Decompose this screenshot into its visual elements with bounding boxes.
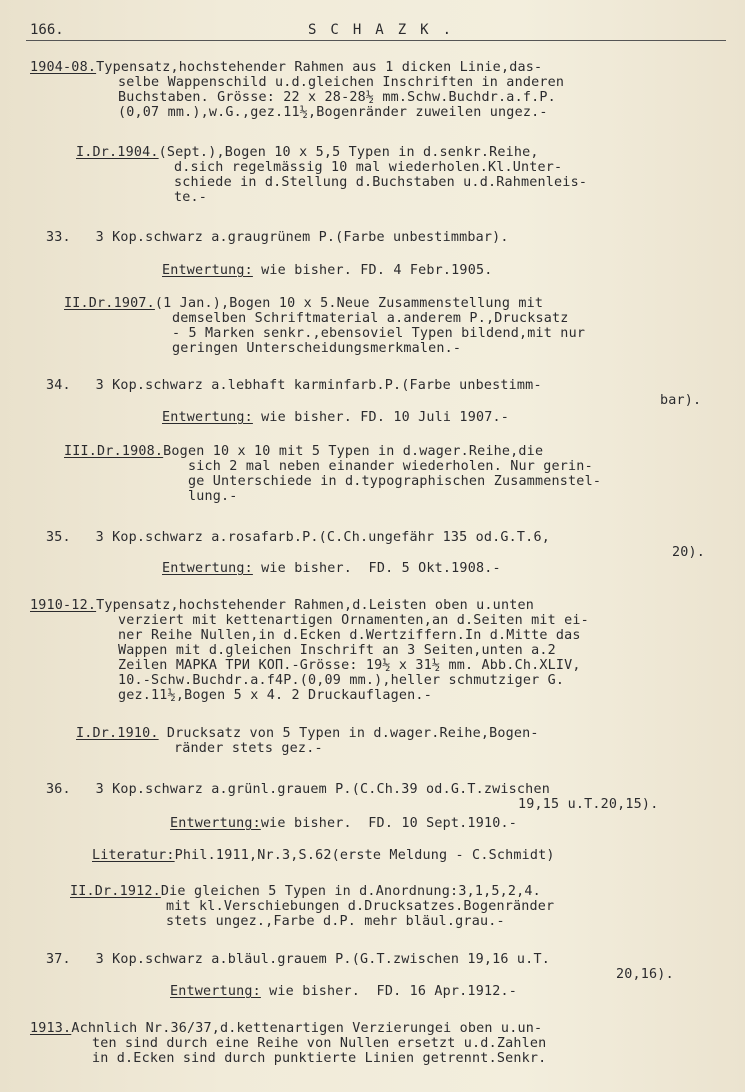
entry-label: Entwertung:: [162, 410, 253, 425]
text-line: [30, 60, 542, 75]
text-line: [118, 90, 556, 105]
text-line: [188, 459, 593, 474]
line-text: 20).: [672, 545, 706, 560]
line-text: 33. 3 Kop.schwarz a.graugrünem P.(Farbe unbestimmbar).: [46, 230, 509, 245]
line-text: stets ungez.,Farbe d.P. mehr bläul.grau.-: [166, 914, 505, 929]
entry-label: II.Dr.1912.: [70, 884, 161, 899]
entry-label: Entwertung:: [162, 263, 253, 278]
line-text: Die gleichen 5 Typen in d.Anordnung:3,1,5,2,4.: [160, 884, 541, 899]
text-line: [118, 75, 564, 90]
text-line: [46, 530, 550, 545]
text-line: [672, 545, 705, 560]
text-line: [170, 816, 517, 831]
text-line: [46, 952, 550, 967]
line-text: wie bisher. FD. 10 Juli 1907.-: [252, 410, 510, 425]
text-line: [162, 561, 501, 576]
text-line: [92, 1051, 546, 1066]
text-line: [162, 410, 509, 425]
text-line: [46, 230, 509, 245]
line-text: Typensatz,hochstehender Rahmen,d.Leisten oben u.unten: [96, 598, 534, 613]
text-line: [76, 726, 539, 741]
line-text: mit kl.Verschiebungen d.Drucksatzes.Bogenränder: [166, 899, 555, 914]
line-text: te.-: [174, 190, 208, 205]
line-text: Buchstaben. Grösse: 22 x 28-28½ mm.Schw.Buchdr.a.f.P.: [118, 90, 556, 105]
line-text: demselben Schriftmaterial a.anderem P.,Drucksatz: [172, 311, 569, 326]
line-text: 34. 3 Kop.schwarz a.lebhaft karminfarb.P.(Farbe unbestimm-: [46, 378, 542, 393]
text-line: [660, 393, 701, 408]
text-line: [118, 105, 548, 120]
entry-label: Entwertung:: [170, 816, 261, 831]
text-line: [118, 673, 564, 688]
text-line: [118, 628, 581, 643]
line-text: wie bisher. FD. 10 Sept.1910.-: [260, 816, 518, 831]
text-line: [172, 341, 461, 356]
header-rule: [26, 40, 726, 41]
entry-label: III.Dr.1908.: [64, 444, 164, 459]
line-text: 37. 3 Kop.schwarz a.bläul.grauem P.(G.T.zwischen 19,16 u.T.: [46, 952, 550, 967]
line-text: 20,16).: [616, 967, 674, 982]
text-line: [76, 145, 539, 160]
text-line: [174, 741, 323, 756]
entry-label: 1904-08.: [30, 60, 97, 75]
line-text: Achnlich Nr.36/37,d.kettenartigen Verzierungei oben u.un-: [71, 1021, 543, 1036]
entry-label: Entwertung:: [162, 561, 253, 576]
line-text: 35. 3 Kop.schwarz a.rosafarb.P.(C.Ch.ungefähr 135 od.G.T.6,: [46, 530, 550, 545]
entry-label: I.Dr.1910.: [76, 726, 159, 741]
text-line: [172, 311, 569, 326]
text-line: [64, 444, 543, 459]
text-line: [118, 658, 581, 673]
line-text: ner Reihe Nullen,in d.Ecken d.Wertziffern.In d.Mitte das: [118, 628, 581, 643]
line-text: schiede in d.Stellung d.Buchstaben u.d.Rahmenleis-: [174, 175, 588, 190]
line-text: wie bisher. FD. 16 Apr.1912.-: [260, 984, 518, 999]
line-text: ränder stets gez.-: [174, 741, 323, 756]
text-line: [30, 598, 534, 613]
line-text: sich 2 mal neben einander wiederholen. Nur gerin-: [188, 459, 593, 474]
line-text: (Sept.),Bogen 10 x 5,5 Typen in d.senkr.Reihe,: [158, 145, 539, 160]
entry-label: 1910-12.: [30, 598, 97, 613]
text-line: [172, 326, 585, 341]
line-text: Drucksatz von 5 Typen in d.wager.Reihe,Bogen-: [158, 726, 539, 741]
text-line: [174, 175, 587, 190]
text-line: [92, 1036, 546, 1051]
entry-label: Literatur:: [92, 848, 175, 863]
entry-label: I.Dr.1904.: [76, 145, 159, 160]
line-text: verziert mit kettenartigen Ornamenten,an d.Seiten mit ei-: [118, 613, 589, 628]
text-line: [518, 797, 658, 812]
text-line: [174, 190, 207, 205]
text-line: [616, 967, 674, 982]
entry-label: II.Dr.1907.: [64, 296, 155, 311]
line-text: 36. 3 Kop.schwarz a.grünl.grauem P.(C.Ch.39 od.G.T.zwischen: [46, 782, 550, 797]
page-title: SCHAZK.: [308, 22, 466, 38]
text-line: [118, 613, 589, 628]
text-line: [92, 848, 555, 863]
line-text: (0,07 mm.),w.G.,gez.11½,Bogenränder zuweilen ungez.-: [118, 105, 548, 120]
text-line: [64, 296, 543, 311]
entry-label: Entwertung:: [170, 984, 261, 999]
line-text: gez.11½,Bogen 5 x 4. 2 Druckauflagen.-: [118, 688, 432, 703]
line-text: - 5 Marken senkr.,ebensoviel Typen bildend,mit nur: [172, 326, 586, 341]
text-line: [162, 263, 492, 278]
line-text: d.sich regelmässig 10 mal wiederholen.Kl.Unter-: [174, 160, 563, 175]
text-line: [30, 1021, 542, 1036]
text-line: [166, 914, 505, 929]
entry-label: 1913.: [30, 1021, 72, 1036]
line-text: in d.Ecken sind durch punktierte Linien getrennt.Senkr.: [92, 1051, 547, 1066]
text-line: [188, 489, 238, 504]
text-line: [46, 782, 550, 797]
text-line: [188, 474, 601, 489]
line-text: wie bisher. FD. 5 Okt.1908.-: [252, 561, 501, 576]
line-text: wie bisher. FD. 4 Febr.1905.: [252, 263, 493, 278]
page-number: 166.: [30, 22, 64, 38]
text-line: [170, 984, 517, 999]
line-text: Typensatz,hochstehender Rahmen aus 1 dicken Linie,das-: [96, 60, 543, 75]
line-text: selbe Wappenschild u.d.gleichen Inschriften in anderen: [118, 75, 565, 90]
line-text: lung.-: [188, 489, 238, 504]
text-line: [174, 160, 562, 175]
text-line: [70, 884, 541, 899]
text-line: [46, 378, 542, 393]
line-text: Phil.1911,Nr.3,S.62(erste Meldung - C.Schmidt): [174, 848, 555, 863]
line-text: geringen Unterscheidungsmerkmalen.-: [172, 341, 462, 356]
line-text: ten sind durch eine Reihe von Nullen ersetzt u.d.Zahlen: [92, 1036, 547, 1051]
line-text: ge Unterschiede in d.typographischen Zusammenstel-: [188, 474, 602, 489]
text-line: [118, 688, 432, 703]
line-text: bar).: [660, 393, 702, 408]
line-text: 10.-Schw.Buchdr.a.f4P.(0,09 mm.),heller schmutziger G.: [118, 673, 565, 688]
line-text: Wappen mit d.gleichen Inschrift an 3 Seiten,unten a.2: [118, 643, 556, 658]
line-text: Bogen 10 x 10 mit 5 Typen in d.wager.Reihe,die: [163, 444, 544, 459]
text-line: [118, 643, 556, 658]
line-text: 19,15 u.T.20,15).: [518, 797, 659, 812]
line-text: (1 Jan.),Bogen 10 x 5.Neue Zusammenstellung mit: [154, 296, 544, 311]
line-text: Zeilen МАРКА ТРИ КОП.-Grösse: 19½ x 31½ mm. Abb.Ch.XLIV,: [118, 658, 581, 673]
text-line: [166, 899, 554, 914]
